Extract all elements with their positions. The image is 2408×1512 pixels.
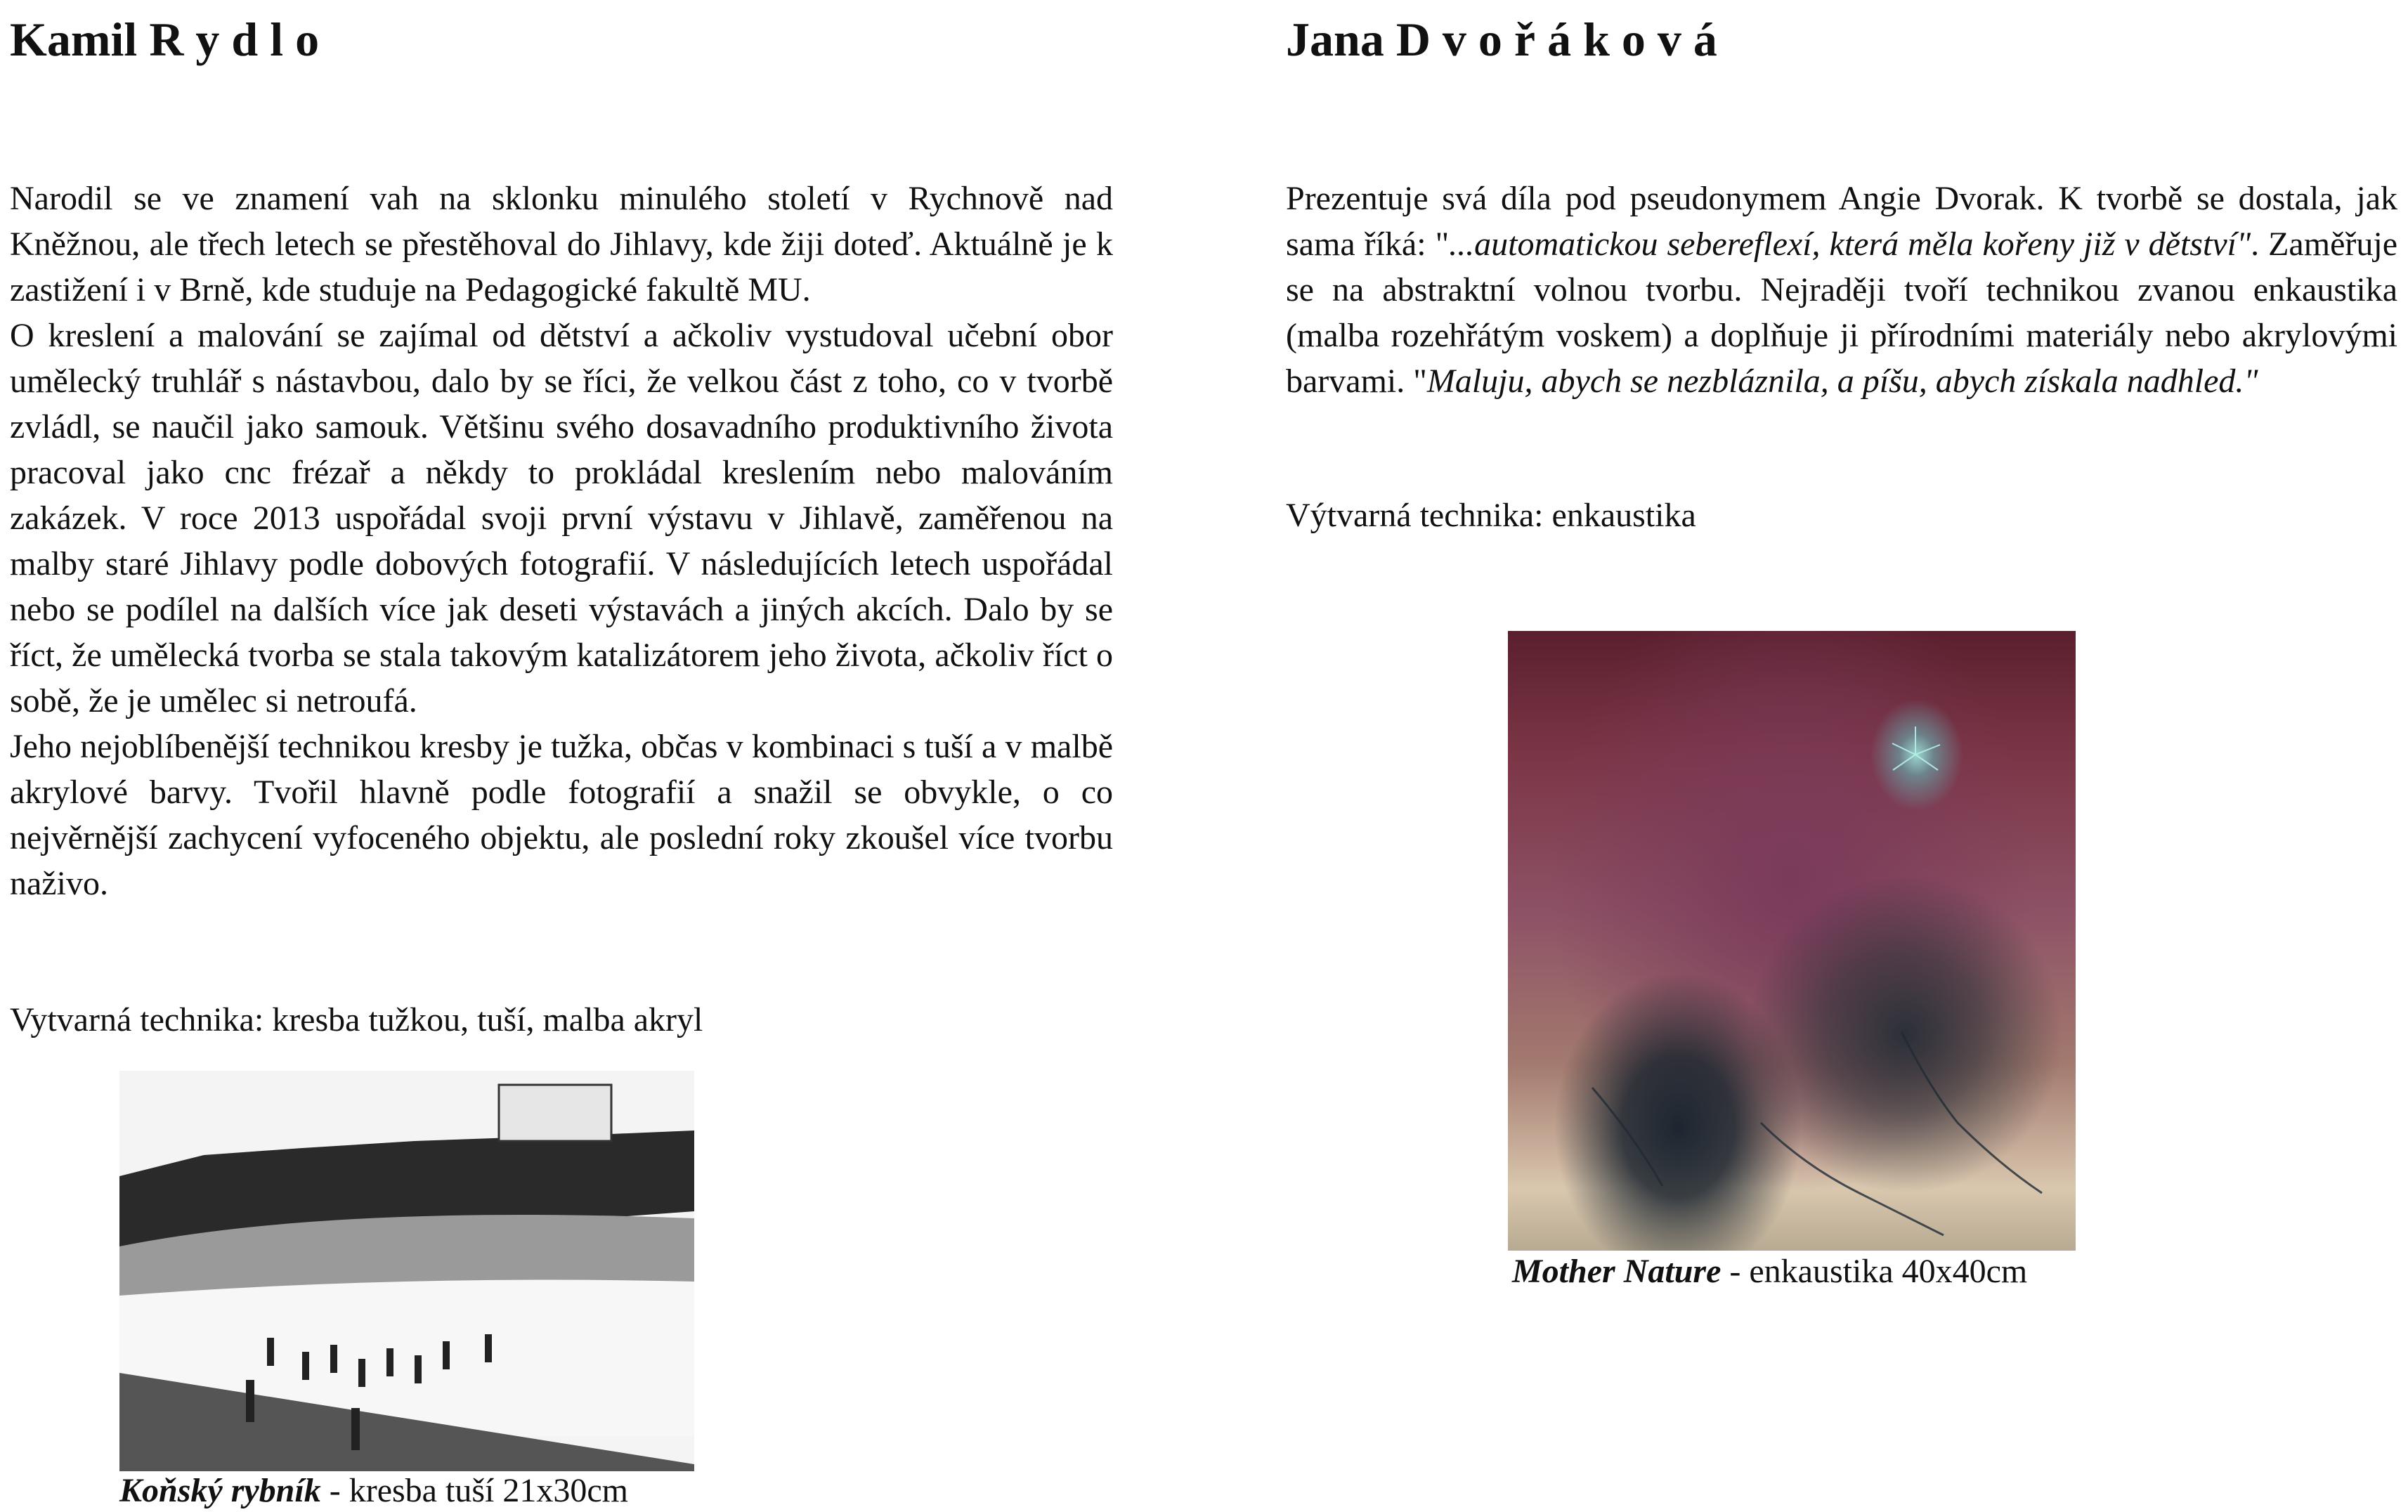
technique-text: Výtvarná technika: enkaustika xyxy=(1286,497,1696,534)
artwork-caption xyxy=(119,1470,628,1512)
artwork-title: Mother Nature xyxy=(1512,1253,1722,1290)
bio-paragraph: Narodil se ve znamení vah na sklonku minulého století v Rychnově nad Kněžnou, ale třech letech se přestěhoval do Jihlavy, kde žiji doteď. Aktuálně je k zastižení i v Brně, kde studuje na Pedagogické fakultě MU. xyxy=(10,180,1113,308)
artist-name: Jana D v o ř á k o v á xyxy=(1286,13,1717,66)
bio-paragraph xyxy=(1286,176,2397,404)
bio-paragraph: Jeho nejoblíbenější technikou kresby je tužka, občas v kombinaci s tuší a v malbě akrylové barvy. Tvořil hlavně podle fotografií a snažil se obvykle, o co nejvěrnější zachycení vyfoceného objektu, ale poslední roky zkoušel více tvorbu naživo. xyxy=(10,728,1113,902)
artwork-drawing xyxy=(119,1071,694,1471)
artist-bio xyxy=(10,176,1113,906)
technique-text: Vytvarná technika: kresba tužkou, tuší, malba akryl xyxy=(10,1001,703,1038)
artwork-mother-nature-image xyxy=(1508,631,2076,1251)
bio-text: . Zaměřuje se na abstraktní volnou tvorbu. Nejraději tvoří technikou zvanou enkaustika (malba rozehřátým voskem) a doplňuje ji přírodními materiály nebo akrylovými barvami. " xyxy=(1286,226,2398,400)
artwork-painting xyxy=(1508,631,2076,1251)
artist-bio xyxy=(1286,176,2397,404)
bio-quote: ...automatickou sebereflexí, která měla kořeny již v dětství" xyxy=(1449,226,2251,263)
bio-paragraph: O kreslení a malování se zajímal od dětství a ačkoliv vystudoval učební obor umělecký truhlář s nástavbou, dalo by se říci, že velkou část z toho, co v tvorbě zvládl, se naučil jako samouk. Většinu svého dosavadního produktivního života pracoval jako cnc frézař a někdy to prokládal kreslením nebo malováním zakázek. V roce 2013 uspořádal svoji první výstavu v Jihlavě, zaměřenou na malby staré Jihlavy podle dobových fotografií. V následujících letech uspořádal nebo se podílel na dalších více jak deseti výstavách a jiných akcích. Dalo by se říct, že umělecká tvorba se stala takovým katalizátorem jeho života, ačkoliv říct o sobě, že je umělec si netroufá. xyxy=(10,317,1113,719)
artwork-caption xyxy=(1512,1251,2027,1293)
artist-name: Kamil R y d l o xyxy=(10,13,320,66)
bio-quote: Maluju, abych se nezbláznila, a píšu, abych získala nadhled." xyxy=(1426,363,2258,400)
artwork-konsky-rybnik-image xyxy=(119,1071,694,1471)
bio-text: Prezentuje svá díla pod pseudonymem Angie Dvorak. K tvorbě se dostala, jak sama říká: " xyxy=(1286,180,2397,263)
artwork-details: - kresba tuší 21x30cm xyxy=(320,1472,628,1509)
artwork-details: - enkaustika 40x40cm xyxy=(1721,1253,2028,1290)
artwork-title: Koňský rybník xyxy=(119,1472,321,1509)
